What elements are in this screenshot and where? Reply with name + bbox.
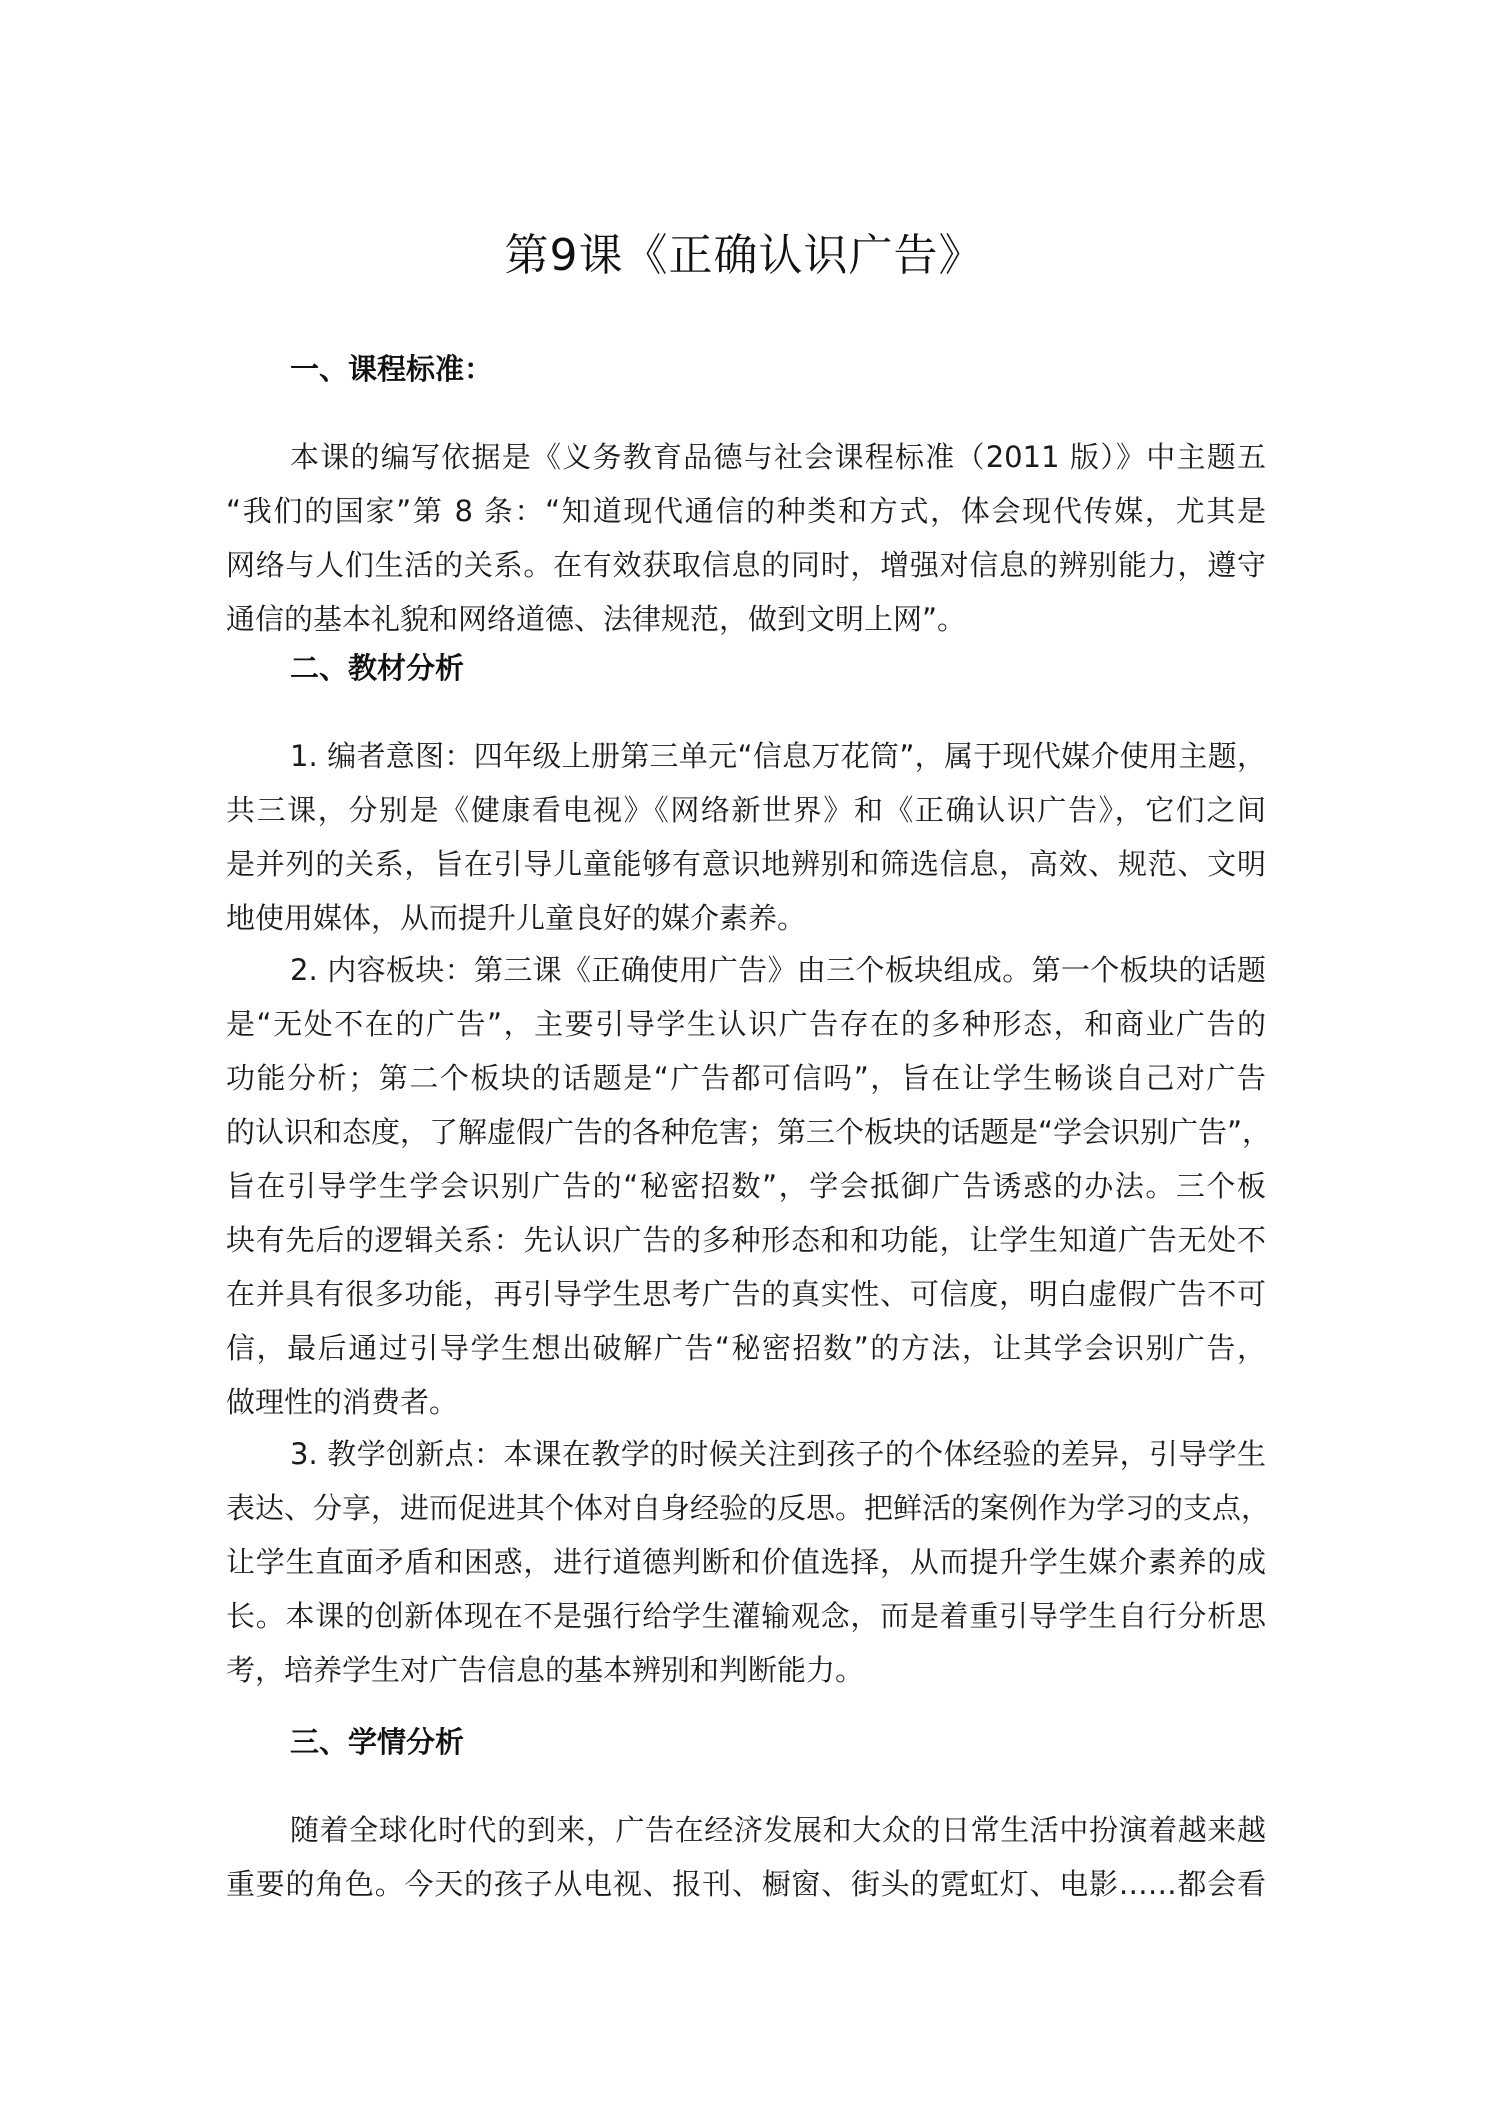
paragraph-line: 块有先后的逻辑关系：先认识广告的多种形态和和功能，让学生知道广告无处不	[226, 1223, 1266, 1257]
paragraph-line: 3. 教学创新点：本课在教学的时候关注到孩子的个体经验的差异，引导学生	[290, 1437, 1266, 1471]
paragraph-line: 2. 内容板块：第三课《正确使用广告》由三个板块组成。第一个板块的话题	[290, 953, 1266, 987]
paragraph-line: 长。本课的创新体现在不是强行给学生灌输观念，而是着重引导学生自行分析思	[226, 1599, 1266, 1633]
paragraph-line: 地使用媒体，从而提升儿童良好的媒介素养。	[226, 901, 807, 935]
paragraph-line: 表达、分享，进而促进其个体对自身经验的反思。把鲜活的案例作为学习的支点，	[226, 1491, 1271, 1525]
paragraph-line: 信，最后通过引导学生想出破解广告“秘密招数”的方法，让其学会识别广告，	[226, 1331, 1266, 1365]
paragraph-line: 随着全球化时代的到来，广告在经济发展和大众的日常生活中扮演着越来越	[290, 1813, 1266, 1847]
paragraph-line: 考，培养学生对广告信息的基本辨别和判断能力。	[226, 1653, 865, 1687]
section-heading-curriculum-standard: 一、课程标准：	[290, 352, 494, 386]
paragraph-line: 是并列的关系，旨在引导儿童能够有意识地辨别和筛选信息，高效、规范、文明	[226, 847, 1266, 881]
document-title: 第9课《正确认识广告》	[504, 230, 984, 281]
paragraph-line: 的认识和态度，了解虚假广告的各种危害；第三个板块的话题是“学会识别广告”，	[226, 1115, 1272, 1149]
paragraph-line: 1. 编者意图：四年级上册第三单元“信息万花筒”，属于现代媒介使用主题，	[290, 739, 1266, 773]
paragraph-line: 是“无处不在的广告”，主要引导学生认识广告存在的多种形态，和商业广告的	[226, 1007, 1266, 1041]
paragraph-line: 做理性的消费者。	[226, 1385, 459, 1419]
paragraph-line: 重要的角色。今天的孩子从电视、报刊、橱窗、街头的霓虹灯、电影……都会看	[226, 1867, 1266, 1901]
paragraph-line: 网络与人们生活的关系。在有效获取信息的同时，增强对信息的辨别能力，遵守	[226, 548, 1266, 582]
paragraph-line: 共三课，分别是《健康看电视》《网络新世界》和《正确认识广告》，它们之间	[226, 793, 1266, 827]
paragraph-line: 让学生直面矛盾和困惑，进行道德判断和价值选择，从而提升学生媒介素养的成	[226, 1545, 1266, 1579]
paragraph-line: 功能分析；第二个板块的话题是“广告都可信吗”，旨在让学生畅谈自己对广告	[226, 1061, 1266, 1095]
paragraph-line: 在并具有很多功能，再引导学生思考广告的真实性、可信度，明白虚假广告不可	[226, 1277, 1266, 1311]
paragraph-line: “我们的国家”第 8 条：“知道现代通信的种类和方式，体会现代传媒，尤其是	[226, 494, 1266, 528]
paragraph-line: 旨在引导学生学会识别广告的“秘密招数”，学会抵御广告诱惑的办法。三个板	[226, 1169, 1266, 1203]
paragraph-line: 通信的基本礼貌和网络道德、法律规范，做到文明上网”。	[226, 602, 967, 636]
section-heading-textbook-analysis: 二、教材分析	[290, 651, 465, 685]
section-heading-learner-analysis: 三、学情分析	[290, 1725, 465, 1759]
paragraph-line: 本课的编写依据是《义务教育品德与社会课程标准（2011 版）》中主题五	[290, 440, 1266, 474]
